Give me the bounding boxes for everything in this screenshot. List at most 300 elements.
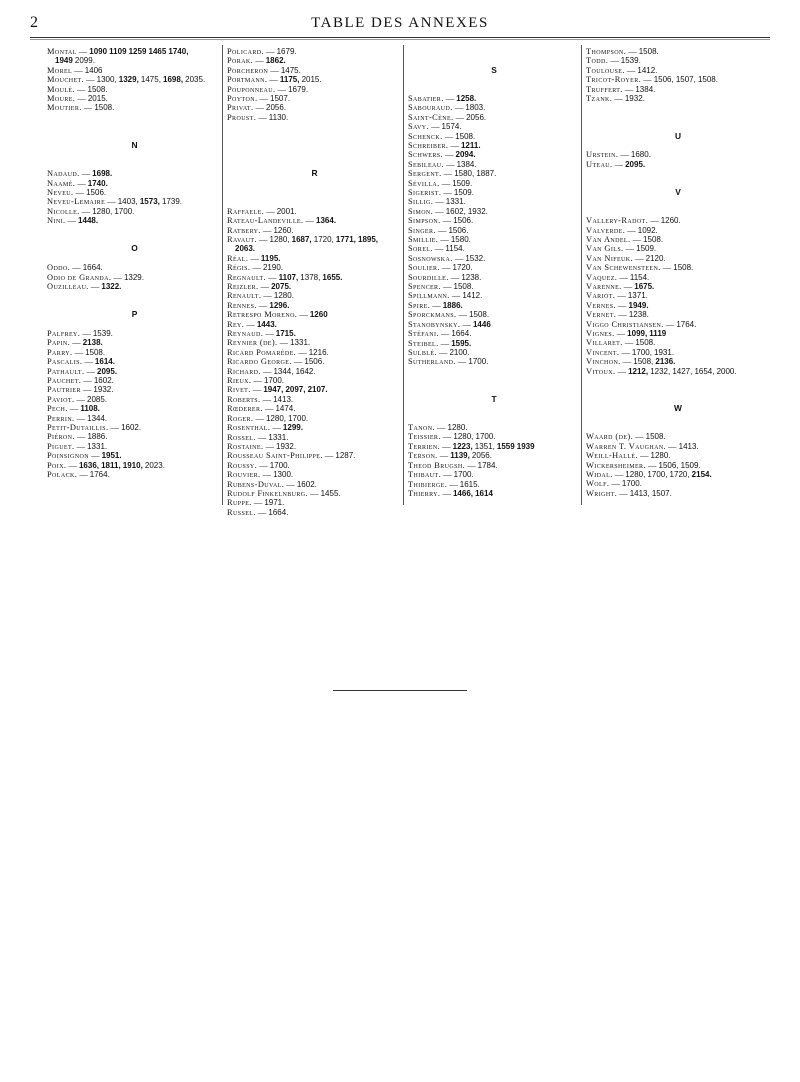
entry-name: Tanon. [408, 423, 435, 433]
page-ref-bold: 1675. [634, 282, 655, 291]
page-ref: 1300, [96, 75, 117, 85]
page-ref-bold: 1949 [55, 56, 73, 66]
entry-name: Richard. [227, 366, 261, 376]
entry-name: Rouvier. [227, 470, 261, 480]
entry-name: Polack. [47, 470, 78, 480]
page-ref: 1508, [633, 357, 654, 367]
index-entry: Rieux. — 1700. [227, 376, 285, 386]
spacer [408, 414, 580, 423]
page-ref-bold: 2063. [235, 244, 256, 254]
entry-name: Vignes. [586, 329, 615, 339]
page-ref: 1287. [335, 451, 356, 461]
index-entry: Oddo. — 1664. [47, 263, 103, 273]
index-entry: Odio de Granda. — 1329. [47, 272, 144, 282]
page-ref: 1680. [630, 150, 651, 160]
page-ref: 1508. [673, 263, 694, 273]
page-ref-bold: 1090 [89, 47, 108, 56]
index-entry: Thierry. — 1466, 1614 [408, 488, 493, 498]
page-ref: 1664. [82, 263, 103, 273]
page-ref-bold: 1175, [279, 75, 300, 85]
page-ref: 2100. [449, 347, 470, 357]
entry-name: Poyton. [227, 94, 258, 104]
entry-name: Sabatier. [408, 93, 444, 103]
index-entry: Sebileau. — 1384. [408, 159, 477, 169]
index-entry: Reynier (de). — 1331. [227, 338, 311, 348]
index-entry: Rouvier. — 1300. [227, 470, 294, 480]
index-entry: Villaret. — 1508. [586, 338, 656, 348]
index-entry: Poyton. — 1507. [227, 94, 291, 104]
page-ref: 1700. [453, 470, 474, 480]
page-ref: 1232, [650, 366, 671, 376]
index-entry: Variot. — 1371. [586, 291, 648, 301]
entry-name: Rœderer. [227, 404, 263, 414]
page-ref: 1700, [647, 470, 668, 480]
page-ref: 1455. [320, 488, 341, 498]
spacer [586, 103, 770, 112]
page-title: TABLE DES ANNEXES [311, 15, 489, 31]
index-entry: Tzank. — 1932. [586, 94, 645, 104]
entry-name: Valverde. [586, 225, 626, 235]
page-ref: 1506. [448, 225, 469, 235]
index-entry: Poix. — 1636, 1811, 1910, 2023. [47, 460, 165, 470]
entry-name: Ruppe. [227, 498, 252, 508]
index-entry: Widal. — 1280, 1700, 1720, 2154. [586, 470, 712, 480]
page-ref: 2035. [185, 75, 206, 85]
page-ref: 1351, [474, 441, 495, 451]
page-ref-bold: 1260 [309, 310, 328, 320]
entry-name: Odio de Granda. [47, 272, 112, 282]
page-ref: 1216. [308, 347, 329, 357]
index-entry: Rivet. — 1947, 2097, 2107. [227, 385, 328, 395]
index-entry: Ratbery. — 1260. [227, 225, 294, 235]
page-ref-bold: 1258. [456, 93, 477, 103]
index-entry: Theod Brugsh. — 1784. [408, 460, 498, 470]
page-ref-bold: 1614. [94, 357, 115, 367]
entry-name: Regnault. [227, 272, 267, 282]
page-ref: 1602. [296, 479, 317, 489]
entry-name: Truffert. [586, 84, 623, 94]
page-ref: 1664. [451, 329, 472, 339]
spacer [47, 226, 222, 235]
index-entry: Piéron. — 1886. [47, 432, 108, 442]
page-ref: 1507, [675, 75, 696, 85]
entry-name: Moulé. [47, 84, 75, 94]
index-entry: Moutier. — 1508. [47, 103, 115, 113]
index-entry: Vignes. — 1099, 1119 [586, 329, 667, 339]
page-ref-bold: 2094. [455, 150, 476, 160]
page-ref: 1474. [275, 404, 296, 414]
page-ref: 1130. [268, 112, 289, 122]
entry-name: Rateau-Landeville. [227, 216, 304, 226]
index-entry: Moure. — 2015. [47, 94, 108, 104]
page-ref-bold: 1559 [496, 441, 515, 451]
spacer [47, 150, 222, 159]
index-entry: Reizler. — 2075. [227, 282, 292, 292]
entry-name: Réal. [227, 253, 249, 263]
page-ref-bold: 2097, [285, 385, 306, 395]
entry-name: Nicolle. [47, 206, 80, 216]
page-ref: 1532. [465, 253, 486, 263]
index-entry-continuation [227, 244, 402, 253]
page-ref: 1720, [669, 470, 690, 480]
entry-name: Nini. [47, 216, 66, 226]
entry-name: Sosnowska. [408, 253, 453, 263]
page-ref: 1615. [459, 479, 480, 489]
index-entry: Simon. — 1602, 1932. [408, 206, 488, 216]
index-entry: Teissier. — 1280, 1700. [408, 432, 496, 442]
entry-name: Portmann. [227, 75, 268, 85]
index-entry: Ricard Pomarède. — 1216. [227, 347, 329, 357]
index-entry: Terrien. — 1223, 1351, 1559 1939 [408, 441, 535, 451]
entry-name: Wright. [586, 488, 618, 498]
entry-name: Smillie. [408, 235, 439, 245]
entry-name: Morel [47, 65, 73, 75]
entry-name: Porak. [227, 56, 254, 66]
entry-name: Poix. [47, 460, 67, 470]
index-entry: Perrin. — 1344. [47, 413, 108, 423]
page-ref: 1384. [456, 159, 477, 169]
index-entry: Stéfani. — 1664. [408, 329, 472, 339]
page-ref: 2056. [266, 103, 287, 113]
page-ref: 1506, [658, 460, 679, 470]
index-entry: Poinsignon — 1951. [47, 451, 122, 461]
index-entry: Ruppe. — 1971. [227, 498, 285, 508]
page-ref: 1803. [465, 103, 486, 113]
page-ref: 2190. [262, 263, 284, 273]
entry-name: Van Andel. [586, 234, 631, 244]
index-entry: Sabouraud. — 1803. [408, 103, 486, 113]
page-ref: 2099. [74, 56, 95, 66]
entry-name: Teissier. [408, 432, 441, 442]
page-ref: 1506. [453, 216, 474, 226]
page-ref-bold: 1573, [139, 197, 160, 207]
spacer [408, 85, 580, 94]
entry-name: Poinsignon [47, 451, 89, 461]
entry-name: Spillmann. [408, 291, 450, 301]
page-ref: 1971. [264, 498, 285, 508]
index-entry: Morel — 1406 [47, 65, 103, 75]
spacer [47, 291, 222, 300]
page-ref: 1238. [461, 272, 482, 282]
page-ref-bold: 1211. [460, 140, 481, 150]
page-ref-bold: 1614 [475, 488, 493, 498]
entry-name: Vincent. [586, 347, 620, 357]
page-ref: 2023. [144, 460, 165, 470]
page-ref: 1932. [93, 385, 114, 395]
entry-name: Toulouse. [586, 65, 625, 75]
page-ref: 1154. [629, 272, 650, 282]
index-entry: Tanon. — 1280. [408, 423, 468, 433]
page-ref: 1412. [637, 65, 658, 75]
page-ref: 1280. [447, 423, 468, 433]
index-entry: Privat. — 2056. [227, 103, 287, 113]
index-entry: Rennes. — 1296. [227, 300, 290, 310]
page-header [30, 14, 770, 36]
entry-name: Warren T. Vaughan. [586, 441, 667, 451]
entry-name: Ratbery. [227, 225, 261, 235]
index-entry: Sosnowska. — 1532. [408, 253, 486, 263]
page-ref-bold: 1895, [358, 234, 379, 244]
page-ref: 1602, [445, 206, 466, 216]
page-ref: 1700. [269, 460, 290, 470]
entry-name: Saint-Cène. [408, 112, 454, 122]
entry-name: Uteau. [586, 159, 613, 169]
section-letter: U [674, 130, 682, 141]
entry-name: Palfrey. [47, 328, 81, 338]
entry-name: Rennes. [227, 300, 257, 310]
index-entry: Steibel. — 1595. [408, 338, 472, 348]
index-entry: Polack. — 1764. [47, 470, 110, 480]
index-entry: Proust. — 1130. [227, 112, 289, 122]
entry-name: Neveu. [47, 188, 74, 197]
index-entry: Papin. — 2138. [47, 338, 103, 348]
page-ref: 1280, [625, 470, 646, 480]
page-ref: 2015. [87, 94, 108, 104]
page-ref: 1507. [270, 94, 291, 104]
entry-name: Rieux. [227, 376, 252, 386]
page-ref: 1539. [620, 56, 641, 66]
index-entry: Richard. — 1344, 1642. [227, 366, 316, 376]
entry-name: Rivet. [227, 385, 251, 395]
spacer [227, 122, 402, 131]
page-number: 2 [30, 14, 38, 31]
entry-name: Theod Brugsh. [408, 460, 466, 470]
index-entry: Schenck. — 1508. [408, 131, 476, 141]
index-entry: Palfrey. — 1539. [47, 328, 113, 338]
page-ref-bold: 2075. [271, 282, 292, 292]
entry-name: Piéron. [47, 432, 75, 442]
entry-name: Schreiber. [408, 140, 449, 150]
page-ref-bold: 1139, [450, 451, 470, 461]
column-divider [403, 45, 404, 505]
entry-name: Simon. [408, 206, 434, 216]
page-ref: 1887. [476, 169, 497, 179]
page-ref-bold: 1687, [291, 234, 312, 244]
column-divider [581, 45, 582, 505]
index-column-4 [586, 47, 770, 498]
page-ref-bold: 1947, [263, 385, 284, 395]
entry-name: Vallery-Radot. [586, 216, 649, 226]
entry-name: Pautrier [47, 385, 81, 395]
entry-name: Widal. [586, 470, 613, 480]
entry-name: Ouzilleau. [47, 282, 89, 291]
page-ref: 1260. [273, 225, 294, 235]
section-letter: O [131, 243, 138, 254]
spacer [408, 367, 580, 376]
page-ref: 1280, [269, 234, 290, 244]
index-entry: Pouponneau. — 1679. [227, 84, 309, 94]
index-entry: Vitoux. — 1212, 1232, 1427, 1654, 2000. [586, 366, 737, 376]
entry-name: Todd. [586, 56, 609, 66]
index-entry: Petit-Dutaillis. — 1602. [47, 423, 142, 433]
page-ref: 1475, [140, 75, 161, 85]
entry-name: Pech. [47, 404, 68, 414]
index-entry: Vernes. — 1949. [586, 300, 649, 310]
entry-name: Mouchet. [47, 75, 85, 85]
spacer [47, 254, 222, 263]
page-ref: 1679. [288, 84, 309, 94]
page-ref: 1700. [468, 357, 489, 367]
page-ref: 1507. [651, 488, 672, 498]
section-letter: S [491, 64, 497, 75]
section-letter: V [675, 186, 681, 197]
index-entry: Pech. — 1108. [47, 404, 100, 414]
page-ref: 1700. [288, 413, 309, 423]
index-entry: Rey. — 1443. [227, 319, 277, 329]
index-entry: Porak. — 1862. [227, 56, 286, 66]
page-ref-bold: 1299. [282, 423, 303, 433]
entry-name: Régis. [227, 263, 251, 273]
page-ref: 1508. [697, 75, 718, 85]
entry-name: Roberts. [227, 394, 261, 404]
page-ref-bold: 1949. [628, 300, 649, 310]
entry-name: Thompson. [586, 47, 627, 56]
page-ref: 1280, [265, 413, 287, 423]
entry-name: Policard. [227, 47, 265, 56]
page-ref: 1508. [453, 282, 474, 292]
index-entry: Spillmann. — 1412. [408, 291, 483, 301]
page-ref: 1539. [92, 328, 113, 338]
entry-name: Montal [47, 47, 77, 56]
index-entry: Sporckmans. — 1508. [408, 310, 490, 320]
page-ref: 1509. [636, 244, 657, 254]
entry-name: Villaret. [586, 338, 623, 348]
page-ref-bold: 1740. [87, 178, 108, 188]
page-ref-bold: 1715. [275, 329, 296, 339]
entry-name: Ricardo George. [227, 357, 292, 367]
entry-name: Parry. [47, 347, 73, 357]
entry-name: Sigerist. [408, 188, 442, 198]
entry-name: Privat. [227, 103, 254, 113]
page-ref: 1654, [694, 366, 715, 376]
index-entry: Truffert. — 1384. [586, 84, 656, 94]
header-rule-thin [30, 39, 770, 40]
index-entry: Viggo Christiansen. — 1764. [586, 319, 697, 329]
entry-name: Nadaud. [47, 169, 80, 179]
entry-name: Proust. [227, 112, 257, 122]
page-ref: 1739. [161, 197, 182, 207]
page-ref: 1508. [87, 84, 108, 94]
index-entry: Vincent. — 1700, 1931. [586, 347, 675, 357]
page-ref: 1280, [92, 206, 113, 216]
spacer [227, 141, 402, 150]
page-ref: 1371. [627, 291, 648, 301]
index-entry: Stanobynsky. — 1446 [408, 319, 491, 329]
page-ref: 1509. [452, 178, 473, 188]
index-entry: Simpson. — 1506. [408, 216, 474, 226]
page-ref: 1509. [453, 188, 474, 198]
page-ref: 1506, [653, 75, 674, 85]
page-ref: 1700. [621, 479, 642, 489]
index-entry: Sorel. — 1154. [408, 244, 465, 254]
index-entry: Spencer. — 1508. [408, 282, 474, 292]
page-ref: 2001. [276, 206, 297, 216]
index-entry: Schwers. — 2094. [408, 150, 476, 160]
index-entry: Toulouse. — 1412. [586, 65, 658, 75]
page-ref-bold: 2138. [82, 338, 103, 348]
index-entry: Montal — 1090 1109 1259 1465 1740, [47, 47, 189, 56]
spacer [227, 132, 402, 141]
page-ref-bold: 1886. [442, 300, 463, 310]
entry-name: Thibaut. [408, 470, 442, 480]
index-entry: Ravaut. — 1280, 1687, 1720, 1771, 1895, [227, 234, 379, 244]
page-ref: 1508. [455, 131, 476, 141]
entry-name: Tricot-Royer. [586, 75, 642, 85]
index-entry: Rostaine. — 1932. [227, 441, 297, 451]
spacer [586, 169, 770, 178]
page-ref: 1508. [645, 432, 666, 442]
page-ref-bold: 1466, [452, 488, 474, 498]
index-entry: Weill-Hallé. — 1280. [586, 451, 671, 461]
index-entry: Russel. — 1664. [227, 507, 289, 517]
entry-name: Singer. [408, 225, 436, 235]
index-entry: Van Gils. — 1509. [586, 244, 657, 254]
entry-name: Moure. [47, 94, 76, 104]
entry-name: Stéfani. [408, 329, 439, 339]
page-ref: 1720. [452, 263, 473, 273]
entry-name: Papin. [47, 338, 71, 348]
entry-name: Russel. [227, 507, 256, 517]
index-entry: Warren T. Vaughan. — 1413. [586, 441, 699, 451]
page-ref: 1580. [450, 235, 471, 245]
entry-name: Sourdille. [408, 272, 449, 282]
spacer [586, 414, 770, 423]
index-entry: Neveu. — 1506. [47, 188, 107, 197]
spacer [586, 376, 770, 385]
entry-name: Rubens-Duval. [227, 479, 285, 489]
index-entry: Terson. — 1139, 2056. [408, 451, 492, 461]
index-entry: Wolf. — 1700. [586, 479, 642, 489]
index-entry: Waard (de). — 1508. [586, 432, 666, 442]
page-ref-bold: 1109 [109, 47, 127, 56]
page-ref: 1331. [445, 197, 466, 207]
page-ref: 1506. [86, 188, 107, 197]
page-ref: 1331. [290, 338, 311, 348]
page-ref: 2085. [87, 394, 108, 404]
page-ref: 1154. [445, 244, 465, 254]
index-entry: Moulé. — 1508. [47, 84, 108, 94]
index-entry: Ricardo George. — 1506. [227, 357, 325, 367]
entry-name: Oddo. [47, 263, 71, 273]
index-entry: Rosenthal. — 1299. [227, 423, 303, 433]
entry-name: Sergent. [408, 169, 442, 179]
page-ref: 1764. [89, 470, 110, 480]
entry-name: Porcheron [227, 65, 269, 75]
entry-name: Piguet. [47, 441, 75, 451]
page-ref: 1574. [441, 122, 462, 132]
index-entry: Pathault. — 2095. [47, 366, 118, 376]
spacer [47, 320, 222, 329]
entry-name: Sutherland. [408, 357, 456, 367]
entry-name: Steibel. [408, 338, 439, 348]
index-entry: Neveu-Lemaire — 1403, 1573, 1739. [47, 197, 182, 207]
entry-name: Sulblé. [408, 347, 437, 357]
index-entry: Sabatier. — 1258. [408, 93, 477, 103]
page-ref: 1509. [680, 460, 701, 470]
bottom-rule [333, 690, 467, 691]
page-ref: 1413. [678, 441, 699, 451]
page-ref: 1384. [635, 84, 656, 94]
page-ref: 1508. [469, 310, 490, 320]
index-entry: Pauchet. — 1602. [47, 376, 114, 385]
entry-name: Rey. [227, 319, 245, 329]
page-ref: 1700. [475, 432, 496, 442]
entry-name: Simpson. [408, 216, 441, 226]
entry-name: Pauchet. [47, 376, 82, 385]
index-entry: Thibaut. — 1700. [408, 470, 474, 480]
entry-name: Viggo Christiansen. [586, 319, 664, 329]
entry-name: Van Gils. [586, 244, 624, 254]
